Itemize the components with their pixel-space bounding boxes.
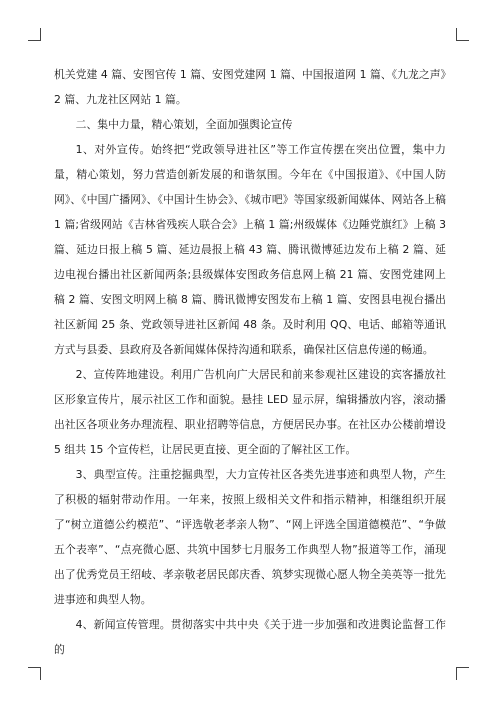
- paragraph-news-management: 4、新闻宣传管理。贯彻落实中共中央《关于进一步加强和改进舆论监督工作的: [54, 618, 446, 656]
- section-heading: 二、集中力量，精心策划，全面加强舆论宣传: [75, 118, 293, 131]
- paragraph-model-publicity: 3、典型宣传。注重挖掘典型，大力宣传社区各类先进事迹和典型人物，产生了积极的辐射带动作用。一年来，按照上级相关文件和指示精神，相继组织开展了“树立道德公约模范”、“评选敬老孝亲人物”、“网上评选全国道德模范”、“争做五个表率”、“点亮微心愿、共筑中国梦七月服务工作典型人物”报道等工作，涌现出了优秀党员王绍岐、孝亲敬老居民郎庆香、筑梦实现微心愿人物全美英等一批先进事迹和典型人物。: [54, 468, 446, 606]
- crop-mark-bottom-right: [456, 667, 469, 680]
- paragraph-publicity-position: 2、宣传阵地建设。利用广告机向广大居民和前来参观社区建设的宾客播放社区形象宣传片，展示社区工作和面貌。悬挂 LED 显示屏，编辑播放内容，滚动播出社区各项业务办理流程、职业招聘等信息，方便居民办事。在社区办公楼前增设 5 组共 15 个宣传栏，让居民更直接、更全面的了解社区工作。: [54, 368, 446, 456]
- crop-mark-bottom-left: [28, 667, 41, 680]
- document-body: [54, 62, 446, 662]
- paragraph-external-publicity: 1、对外宣传。始终把“党政领导进社区”等工作宣传摆在突出位置，集中力量，精心策划，努力营造创新发展的和谐氛围。今年在《中国报道》、《中国人防网》、《中国广播网》、《中国计生协会》、《城市吧》等国家级新闻媒体、网站各上稿 1 篇;省级网站《吉林省残疾人联合会》上稿 1 篇;州级媒体《边陲党旗红》上稿 3 篇、延边日报上稿 5 篇、延边晨报上稿 43 篇、腾讯微博延边发布上稿 2 篇、延边电视台播出社区新闻两条;县级媒体安图政务信息网上稿 21 篇、安图党建网上稿 2 篇、安图文明网上稿 8 篇、腾讯微博安图发布上稿 1 篇、安图县电视台播出社区新闻 25 条、党政领导进社区新闻 48 条。及时利用 QQ、电话、邮箱等通讯方式与县委、县政府及各新闻媒体保持沟通和联系，确保社区信息传递的畅通。: [54, 143, 446, 356]
- paragraph-continuation: 机关党建 4 篇、安图官传 1 篇、安图党建网 1 篇、中国报道网 1 篇、《九龙之声》2 篇、九龙社区网站 1 篇。: [54, 68, 446, 106]
- crop-mark-top-left: [28, 28, 41, 41]
- crop-mark-top-right: [456, 28, 469, 41]
